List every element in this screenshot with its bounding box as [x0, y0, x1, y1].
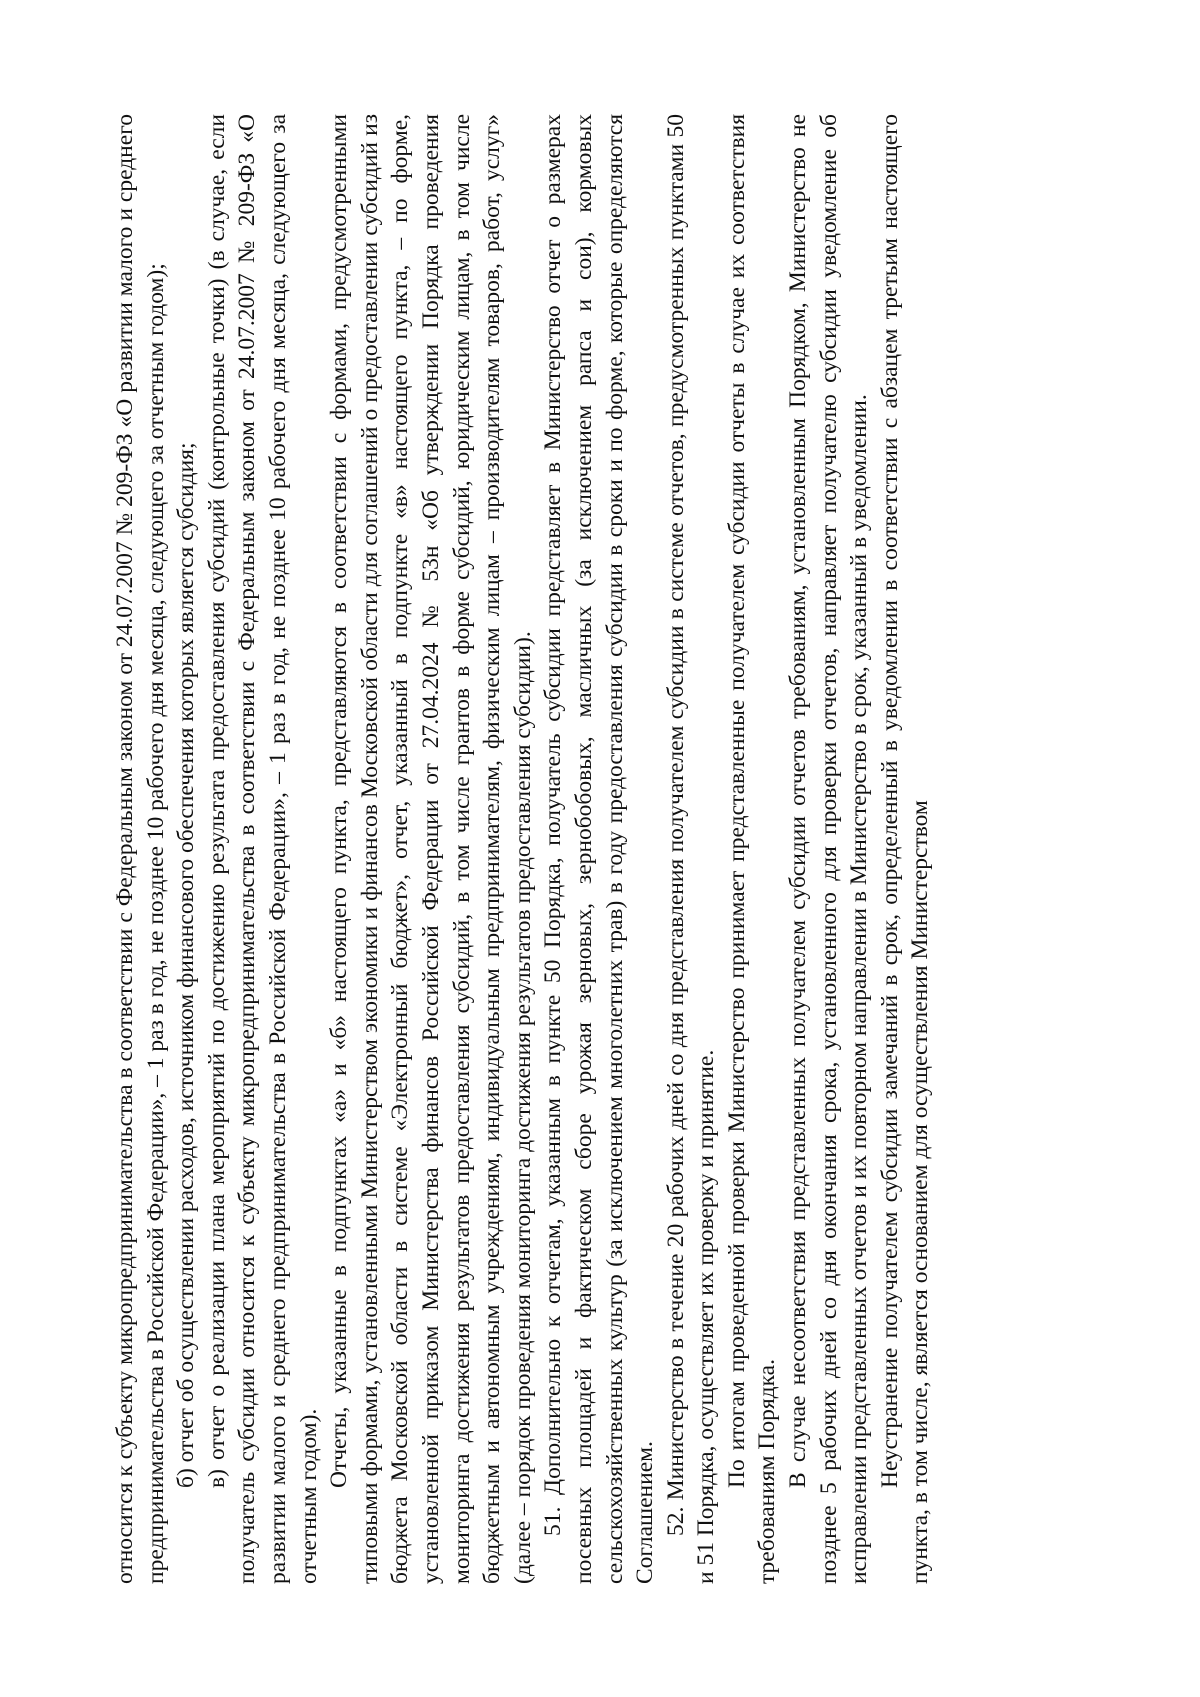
- paragraph-item-b: б) отчет об осуществлении расходов, источником финансового обеспечения которых является субсидия;: [173, 442, 200, 1488]
- paragraph-non-elimination: Неустранение получателем субсидии замечаний в срок, определенный в уведомлении в соответствии с абзацем третьим настоящего пункта, в том числе, является основанием для осуществления Министерством: [876, 113, 934, 1584]
- paragraph-item-v: в) отчет о реализации плана мероприятий по достижению результата предоставления субсидий (контрольные точки) (в случае, если получатель субсидии относится к субъекту микропредпринимательства в соответствии с Федеральным законом от 24.07.2007 № 209-ФЗ «О развитии малого и среднего предпринимательства в Российской Федерации», – 1 раз в год, не позднее 10 рабочего дня месяца, следующего за отчетным годом).: [203, 113, 322, 1584]
- paragraph-review-results: По итогам проведенной проверки Министерство принимает представленные получателем субсидии отчеты в случае их соответствия требованиям Порядка.: [723, 113, 781, 1584]
- paragraph-clause-52: 52. Министерство в течение 20 рабочих дней со дня представления получателем субсидии в системе отчетов, предусмотренных пунктами 50 и 51 Порядка, осуществляет их проверку и принятие.: [662, 113, 720, 1584]
- rotated-text-block: [110, 114, 1090, 1584]
- paragraph-nonconformity: В случае несоответствия представленных получателем субсидии отчетов требованиям, установленным Порядком, Министерство не позднее 5 рабочих дней со дня окончания срока, установленного для проверки отчетов, направляет получателю субсидии уведомление об исправлении представленных отчетов и их повторном направлении в Министерство в срок, указанный в уведомлении.: [785, 113, 873, 1584]
- paragraph-continuation: относится к субъекту микропредпринимательства в соответствии с Федеральным законом от 24.07.2007 № 209-ФЗ «О развитии малого и среднего предпринимательства в Российской Федерации», – 1 раз в год, не позднее 10 рабочего дня месяца, следующего за отчетным годом);: [112, 113, 169, 1584]
- paragraph-reports-forms: Отчеты, указанные в подпунктах «а» и «б» настоящего пункта, представляются в соответствии с формами, предусмотренными типовыми формами, установленными Министерством экономики и финансов Московской области для соглашений о предоставлении субсидий из бюджета Московской области в системе «Электронный бюджет», отчет, указанный в подпункте «в» настоящего пункта, – по форме, установленной приказом Министерства финансов Российской Федерации от 27.04.2024 № 53н «Об утверждении Порядка проведения мониторинга достижения результатов предоставления субсидий, в том числе грантов в форме субсидий, юридическим лицам, в том числе бюджетным и автономным учреждениям, индивидуальным предпринимателям, физическим лицам – производителям товаров, работ, услуг» (далее – порядок проведения мониторинга достижения результатов предоставления субсидии).: [326, 113, 536, 1584]
- paragraph-clause-51: 51. Дополнительно к отчетам, указанным в пункте 50 Порядка, получатель субсидии представляет в Министерство отчет о размерах посевных площадей и фактическом сборе урожая зерновых, зернобобовых, масличных (за исключением рапса и сои), кормовых сельскохозяйственных культур (за исключением многолетних трав) в году предоставления субсидии в сроки и по форме, которые определяются Соглашением.: [540, 113, 659, 1584]
